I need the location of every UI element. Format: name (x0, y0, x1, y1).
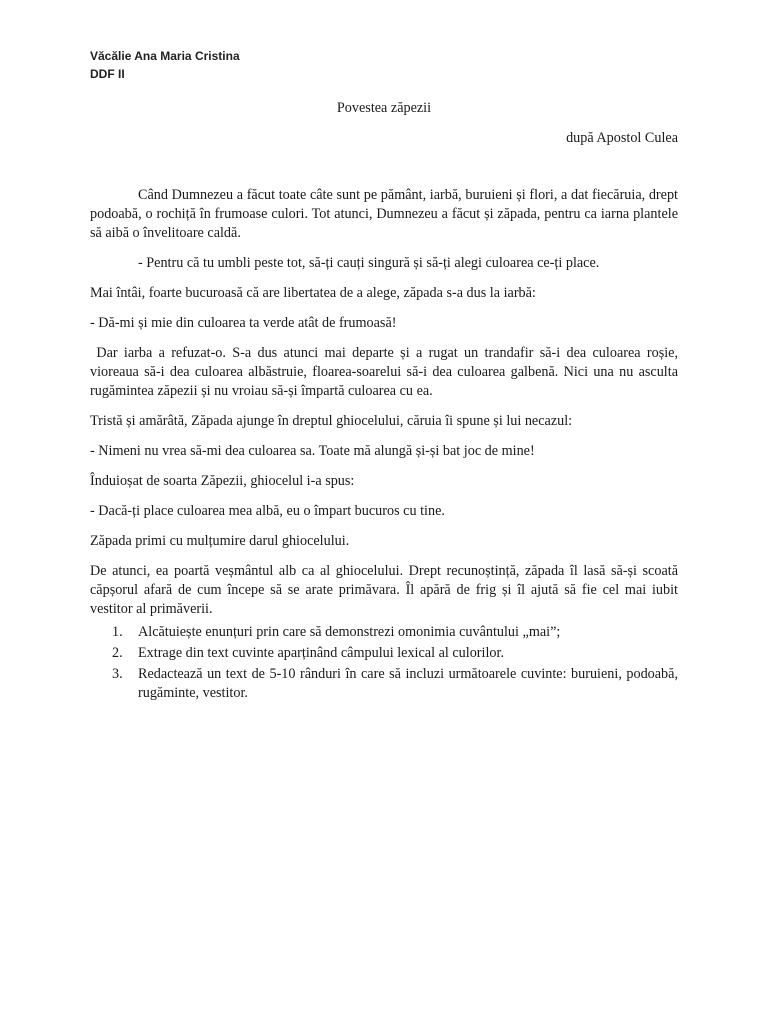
task-text: Alcătuiește enunțuri prin care să demonstrezi omonimia cuvântului „mai”; (138, 624, 561, 640)
task-text: Extrage din text cuvinte aparținând câmpului lexical al culorilor. (138, 645, 504, 661)
document-body (90, 186, 682, 705)
paragraph: - Dă-mi și mie din culoarea ta verde atât de frumoasă! (90, 315, 397, 331)
task-item (90, 665, 678, 703)
paragraph: Mai întâi, foarte bucuroasă că are libertatea de a alege, zăpada s-a dus la iarbă: (90, 285, 536, 301)
task-number: 1. (112, 624, 123, 640)
task-number: 2. (112, 645, 123, 661)
document-title: Povestea zăpezii (336, 100, 432, 116)
task-list (90, 623, 678, 703)
paragraph: - Nimeni nu vrea să-mi dea culoarea sa. Toate mă alungă și-și bat joc de mine! (90, 443, 535, 459)
author-name: Văcălie Ana Maria Cristina (90, 49, 240, 63)
task-item (90, 623, 678, 642)
paragraph: De atunci, ea poartă veșmântul alb ca al ghiocelului. Drept recunoștință, zăpada îl lasă să-și scoată căpșorul afară de cum începe să se arate primăvara. Îl apără de frig și îl ajută să fie cel mai iubit vestitor al primăverii. (90, 563, 678, 617)
document-source: după Apostol Culea (566, 130, 678, 146)
paragraph: - Dacă-ți place culoarea mea albă, eu o împart bucuros cu tine. (90, 503, 445, 519)
author-block (90, 47, 240, 83)
author-group: DDF II (90, 67, 125, 81)
paragraph: Înduioșat de soarta Zăpezii, ghiocelul i-a spus: (90, 473, 355, 489)
task-item (90, 644, 678, 663)
task-number: 3. (112, 666, 123, 682)
task-text: Redactează un text de 5-10 rânduri în care să incluzi următoarele cuvinte: buruieni, podoabă, rugăminte, vestitor. (138, 666, 678, 701)
paragraph: Zăpada primi cu mulțumire darul ghiocelului. (90, 533, 350, 549)
paragraph: Tristă și amărâtă, Zăpada ajunge în dreptul ghiocelului, căruia îi spune și lui necazul: (90, 413, 573, 429)
paragraph: Dar iarba a refuzat-o. S-a dus atunci mai departe și a rugat un trandafir să-i dea culoarea roșie, vioreaua să-i dea culoarea albăstruie, floarea-soarelui să-i dea culoarea galbenă. Nici una nu asculta rugămintea zăpezii și nu vroiau să-și împartă culoarea cu ea. (90, 345, 682, 399)
paragraph: - Pentru că tu umbli peste tot, să-ți cauți singură și să-ți alegi culoarea ce-ți place. (138, 255, 600, 271)
paragraph: Când Dumnezeu a făcut toate câte sunt pe pământ, iarbă, buruieni și flori, a dat fiecăruia, drept podoabă, o rochiță în frumoase culori. Tot atunci, Dumnezeu a făcut și zăpada, pentru ca iarna plantele să aibă o învelitoare caldă. (90, 187, 678, 241)
